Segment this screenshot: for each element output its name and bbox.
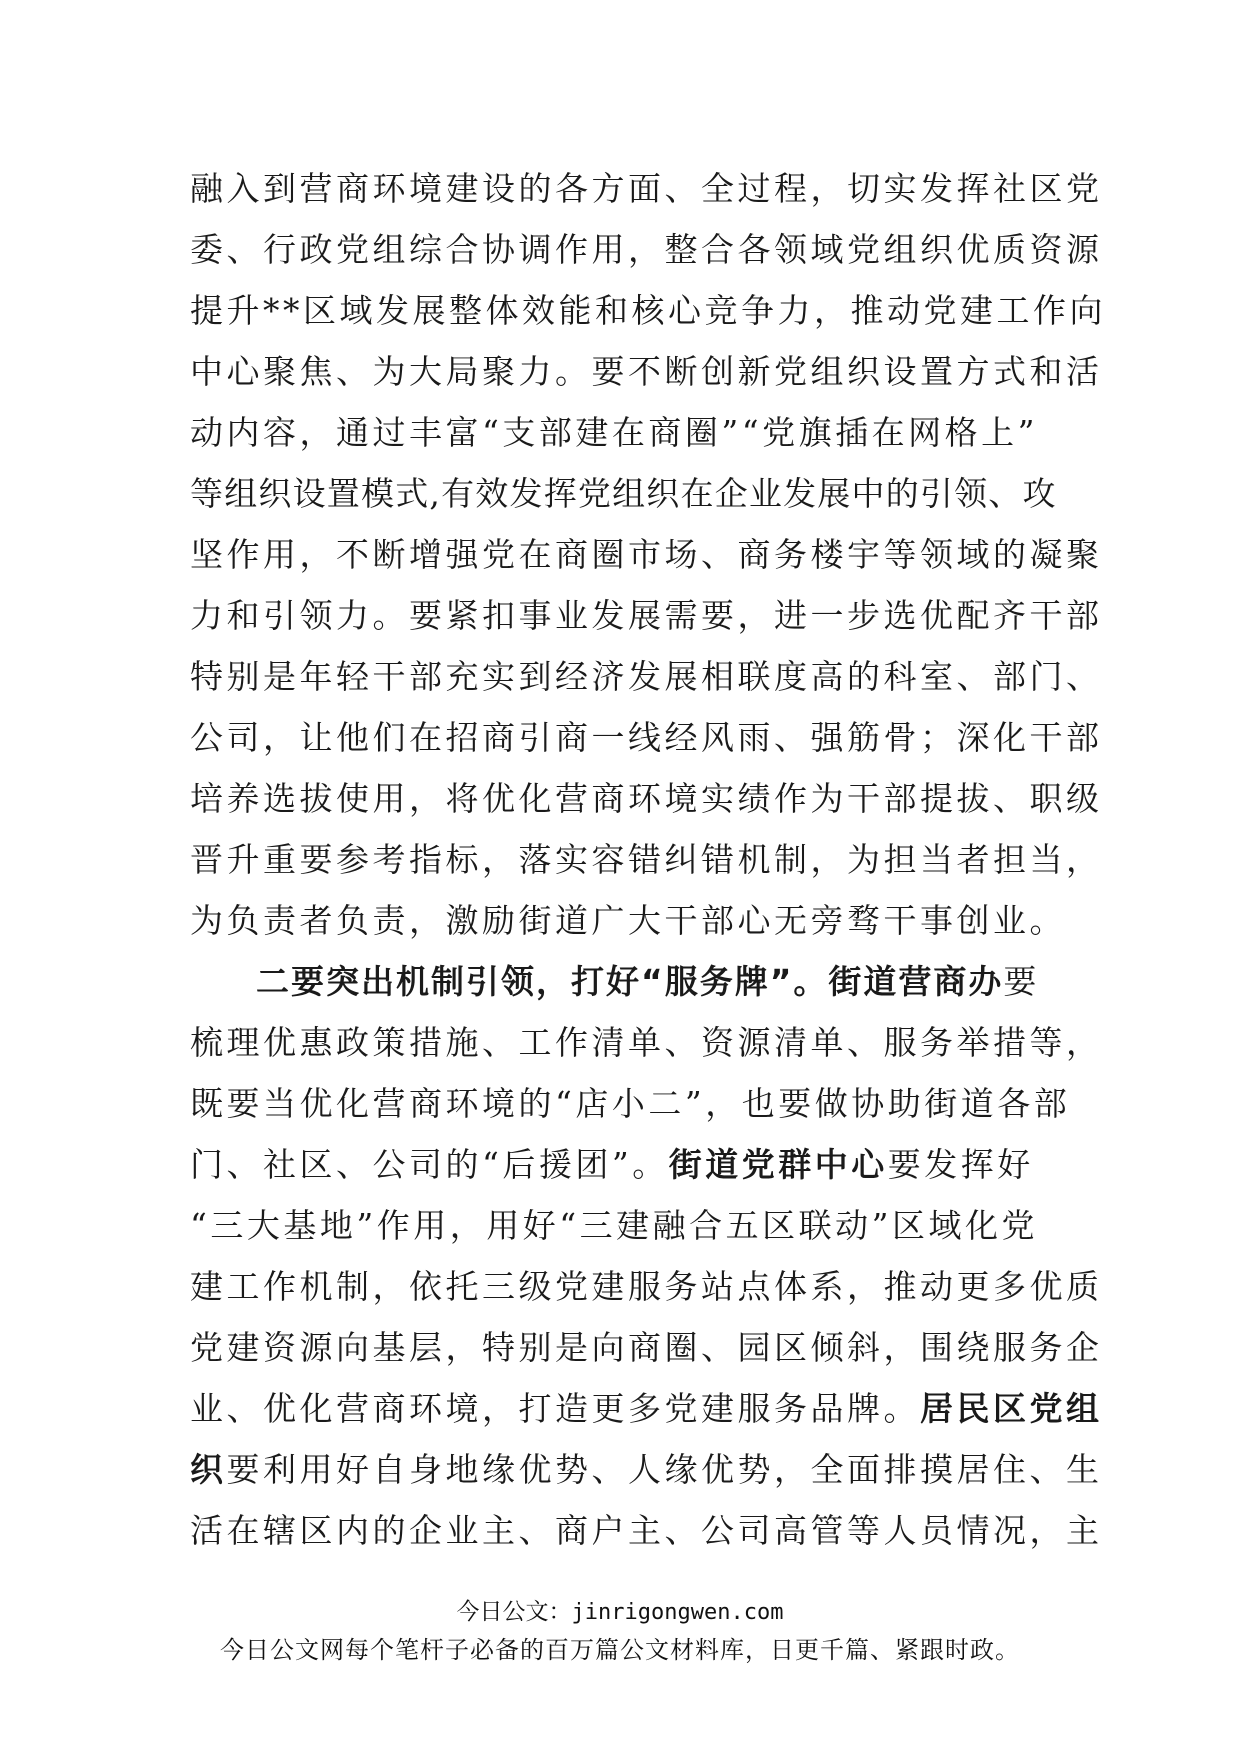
org-name: 织: [190, 1450, 227, 1489]
paragraph-line: 为负责者负责，激励街道广大干部心无旁骛干事创业。: [190, 901, 1066, 940]
paragraph-line: 动内容，通过丰富“支部建在商圈”“党旗插在网格上”: [190, 413, 1038, 452]
paragraph-line: 晋升重要参考指标，落实容错纠错机制，为担当者担当，: [190, 840, 1103, 879]
footer-site: [0, 1597, 1240, 1628]
footer-site-link[interactable]: jinrigongwen.com: [571, 1600, 784, 1625]
text-fragment: 门、社区、公司的“后援团”。: [190, 1145, 669, 1184]
paragraph-line: 梳理优惠政策措施、工作清单、资源清单、服务举措等，: [190, 1023, 1103, 1062]
text-fragment: 要发挥好: [887, 1145, 1034, 1184]
text-fragment: 要利用好自身地缘优势、人缘优势，全面排摸居住、生: [226, 1450, 1103, 1489]
paragraph-line: [190, 1378, 1103, 1439]
paragraph-line: 提升**区域发展整体效能和核心竞争力，推动党建工作向: [190, 291, 1106, 330]
paragraph-line: 坚作用，不断增强党在商圈市场、商务楼宇等领域的凝聚: [190, 535, 1103, 574]
paragraph-line: 建工作机制，依托三级党建服务站点体系，推动更多优质: [190, 1267, 1103, 1306]
paragraph-line: 培养选拔使用，将优化营商环境实绩作为干部提拔、职级: [190, 779, 1103, 818]
paragraph-line: 活在辖区内的企业主、商户主、公司高管等人员情况，主: [190, 1511, 1103, 1550]
paragraph-line: 融入到营商环境建设的各方面、全过程，切实发挥社区党: [190, 169, 1103, 208]
text-fragment: 要: [1003, 962, 1039, 1001]
paragraph-line: 委、行政党组综合协调作用，整合各领域党组织优质资源: [190, 230, 1103, 269]
paragraph-line: 等组织设置模式,有效发挥党组织在企业发展中的引领、攻: [190, 474, 1057, 513]
paragraph-line: 既要当优化营商环境的“店小二”，也要做协助街道各部: [190, 1084, 1071, 1123]
section-heading-line: [190, 951, 1050, 1012]
paragraph-line: 党建资源向基层，特别是向商圈、园区倾斜，围绕服务企: [190, 1328, 1103, 1367]
paragraph-line: 特别是年轻干部充实到经济发展相联度高的科室、部门、: [190, 657, 1103, 696]
paragraph-line: [190, 1439, 1103, 1500]
footer-site-label: 今日公文：: [456, 1599, 572, 1625]
section-heading: 二要突出机制引领，打好“服务牌”。: [256, 962, 829, 1001]
paragraph-line: “三大基地”作用，用好“三建融合五区联动”区域化党: [190, 1206, 1038, 1245]
footer-slogan: 今日公文网每个笔杆子必备的百万篇公文材料库，日更千篇、紧跟时政。: [220, 1636, 1020, 1664]
org-name: 居民区党组: [920, 1389, 1103, 1428]
org-name: 街道营商办: [828, 962, 1004, 1001]
document-body: [190, 158, 1106, 1561]
paragraph-line: 中心聚焦、为大局聚力。要不断创新党组织设置方式和活: [190, 352, 1103, 391]
org-name: 街道党群中心: [668, 1145, 888, 1184]
paragraph-line: 力和引领力。要紧扣事业发展需要，进一步选优配齐干部: [190, 596, 1103, 635]
text-fragment: 业、优化营商环境，打造更多党建服务品牌。: [190, 1389, 920, 1428]
paragraph-line: 公司，让他们在招商引商一线经风雨、强筋骨；深化干部: [190, 718, 1103, 757]
paragraph-line: [190, 1134, 1050, 1195]
